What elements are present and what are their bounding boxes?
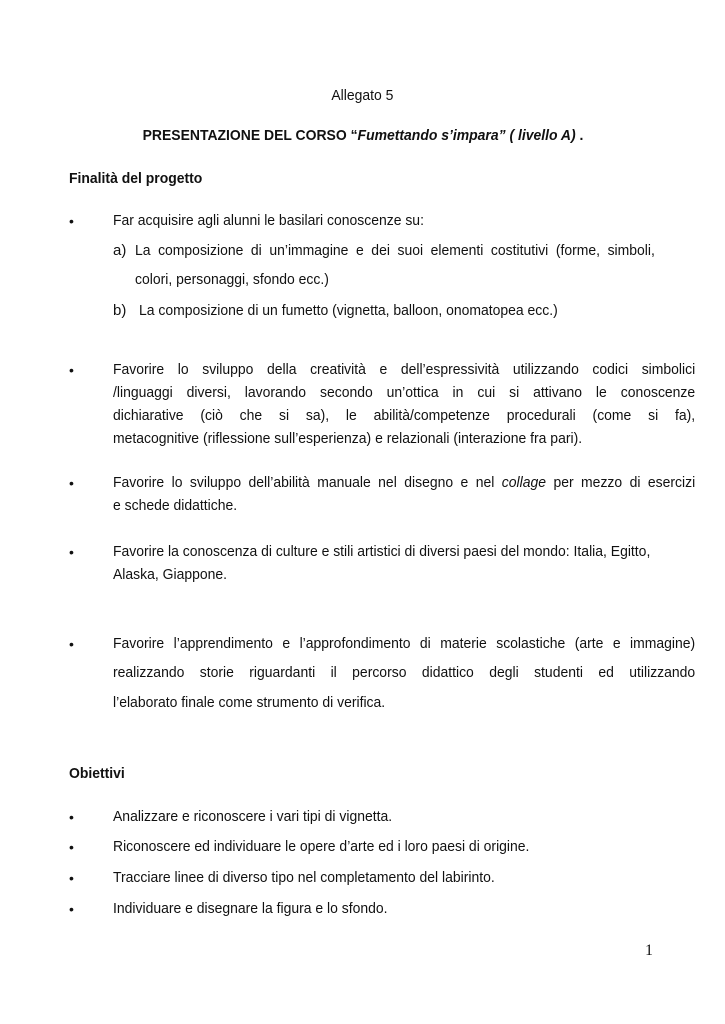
annex-label: Allegato 5: [331, 87, 394, 104]
bullet-text-line: realizzando storie riguardanti il percorso didattico degli studenti ed utilizzando: [113, 664, 696, 681]
objective-item: Riconoscere ed individuare le opere d’arte ed i loro paesi di origine.: [113, 838, 530, 855]
bullet-text-line: Favorire la conoscenza di culture e stili artistici di diversi paesi del mondo: Italia, Egitto,: [113, 543, 651, 560]
bullet-text-line: Favorire l’apprendimento e l’approfondimento di materie scolastiche (arte e immagine): [113, 635, 696, 652]
bullet-text-line: l’elaborato finale come strumento di verifica.: [113, 694, 386, 711]
sublist-marker-b: b): [113, 302, 127, 319]
bullet-marker: •: [69, 362, 74, 378]
section-heading-finalita: Finalità del progetto: [69, 170, 203, 187]
bullet-marker: •: [69, 475, 74, 491]
bullet-marker: •: [69, 636, 74, 652]
bullet-marker: •: [69, 870, 74, 886]
course-title-italic: Fumettando s’impara” ( livello A): [357, 127, 576, 144]
bullet-text-line: Alaska, Giappone.: [113, 566, 227, 583]
bullet-marker: •: [69, 839, 74, 855]
bullet-marker: •: [69, 544, 74, 560]
bullet-text-line: dichiarative (ciò che si sa), le abilità/competenze procedurali (come si fa),: [113, 407, 696, 424]
course-title: [0, 127, 725, 144]
bullet-text: Far acquisire agli alunni le basilari conoscenze su:: [113, 212, 424, 229]
section-heading-obiettivi: Obiettivi: [69, 765, 125, 782]
bullet-marker: •: [69, 213, 74, 229]
objective-item: Analizzare e riconoscere i vari tipi di vignetta.: [113, 808, 393, 825]
sublist-marker-a: a): [113, 242, 127, 259]
bullet-text-line: e schede didattiche.: [113, 497, 238, 514]
course-title-prefix: PRESENTAZIONE DEL CORSO “: [142, 127, 358, 144]
sublist-item-a-line: colori, personaggi, sfondo ecc.): [135, 271, 329, 288]
bullet-text-line: metacognitive (riflessione sull’esperienza) e relazionali (interazione fra pari).: [113, 430, 583, 447]
bullet-marker: •: [69, 809, 74, 825]
bullet-text-line: Favorire lo sviluppo della creatività e dell’espressività utilizzando codici simbolici: [113, 361, 696, 378]
course-title-suffix: .: [575, 127, 583, 144]
objective-item: Individuare e disegnare la figura e lo sfondo.: [113, 900, 388, 917]
italic-collage: collage: [501, 474, 547, 491]
bullet-text-line: /linguaggi diversi, lavorando secondo un’ottica in cui si attivano le conoscenze: [113, 384, 696, 401]
sublist-item-a-line: La composizione di un’immagine e dei suoi elementi costitutivi (forme, simboli,: [135, 242, 655, 259]
sublist-item-b-line: La composizione di un fumetto (vignetta, balloon, onomatopea ecc.): [139, 302, 558, 319]
objective-item: Tracciare linee di diverso tipo nel completamento del labirinto.: [113, 869, 495, 886]
bullet-text-line: Favorire lo sviluppo dell’abilità manuale nel disegno e nel collage per mezzo di esercizi: [113, 474, 696, 491]
bullet-marker: •: [69, 901, 74, 917]
page-number: 1: [645, 942, 653, 959]
